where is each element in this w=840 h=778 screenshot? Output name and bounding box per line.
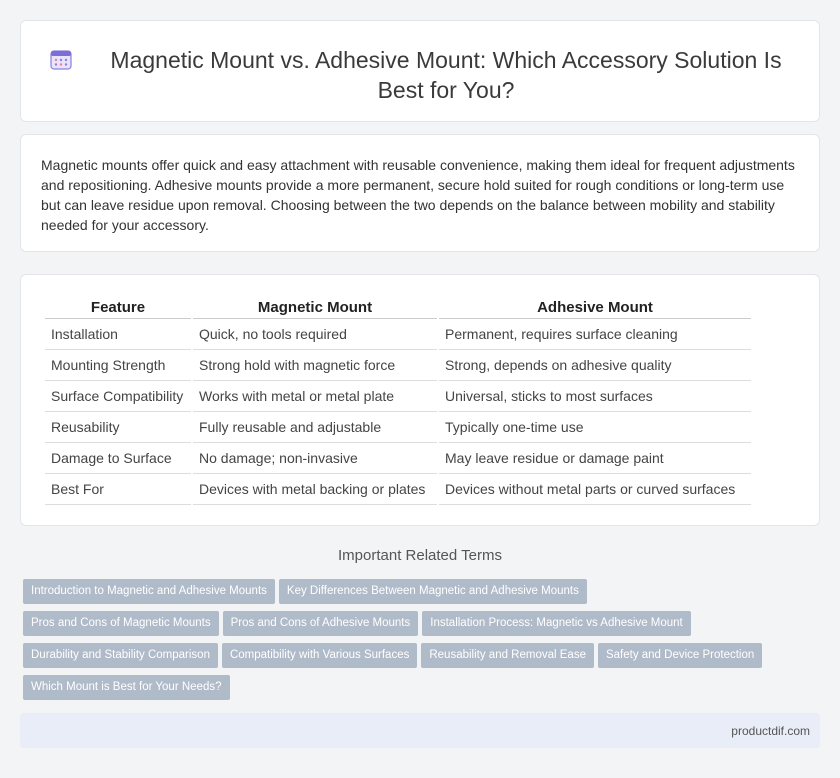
row-feature: Damage to Surface (45, 443, 191, 474)
related-term-tag[interactable]: Pros and Cons of Magnetic Mounts (23, 611, 219, 636)
related-term-tag[interactable]: Introduction to Magnetic and Adhesive Mounts (23, 579, 275, 604)
related-term-tag[interactable]: Which Mount is Best for Your Needs? (23, 675, 230, 700)
row-magnetic: No damage; non-invasive (193, 443, 437, 474)
table-row (45, 381, 751, 412)
row-adhesive: Universal, sticks to most surfaces (439, 381, 751, 412)
related-terms-list (23, 579, 823, 707)
row-adhesive: Devices without metal parts or curved surfaces (439, 474, 751, 505)
related-term-tag[interactable]: Safety and Device Protection (598, 643, 762, 668)
related-terms-heading: Important Related Terms (338, 547, 502, 564)
row-feature: Installation (45, 319, 191, 350)
table-row (45, 412, 751, 443)
row-magnetic: Fully reusable and adjustable (193, 412, 437, 443)
table-header-row (45, 297, 751, 319)
related-term-tag[interactable]: Compatibility with Various Surfaces (222, 643, 417, 668)
header-magnetic: Magnetic Mount (193, 297, 437, 319)
calendar-icon (49, 47, 73, 71)
row-feature: Mounting Strength (45, 350, 191, 381)
row-magnetic: Works with metal or metal plate (193, 381, 437, 412)
header-feature: Feature (45, 297, 191, 319)
table-row (45, 350, 751, 381)
row-adhesive: May leave residue or damage paint (439, 443, 751, 474)
related-term-tag[interactable]: Reusability and Removal Ease (421, 643, 594, 668)
intro-card (20, 134, 820, 252)
table-row (45, 443, 751, 474)
related-term-tag[interactable]: Durability and Stability Comparison (23, 643, 218, 668)
title-card (20, 20, 820, 122)
row-feature: Reusability (45, 412, 191, 443)
related-term-tag[interactable]: Key Differences Between Magnetic and Adhesive Mounts (279, 579, 587, 604)
row-adhesive: Strong, depends on adhesive quality (439, 350, 751, 381)
table-row (45, 474, 751, 505)
header-adhesive: Adhesive Mount (439, 297, 751, 319)
footer-site-link[interactable]: productdif.com (731, 724, 810, 738)
row-adhesive: Permanent, requires surface cleaning (439, 319, 751, 350)
comparison-card (20, 274, 820, 526)
comparison-table (43, 297, 753, 505)
related-term-tag[interactable]: Installation Process: Magnetic vs Adhesive Mount (422, 611, 691, 636)
intro-paragraph: Magnetic mounts offer quick and easy attachment with reusable convenience, making them ideal for frequent adjustments and repositioning. Adhesive mounts provide a more permanent, secure hold suited for rough conditions or long-term use but can leave residue upon removal. Choosing between the two depends on the balance between mobility and stability needed for your accessory. (41, 157, 795, 233)
row-adhesive: Typically one-time use (439, 412, 751, 443)
row-feature: Best For (45, 474, 191, 505)
footer (20, 713, 820, 748)
page-title: Magnetic Mount vs. Adhesive Mount: Which Accessory Solution Is Best for You? (110, 47, 782, 103)
related-term-tag[interactable]: Pros and Cons of Adhesive Mounts (223, 611, 419, 636)
row-magnetic: Strong hold with magnetic force (193, 350, 437, 381)
row-magnetic: Devices with metal backing or plates (193, 474, 437, 505)
row-magnetic: Quick, no tools required (193, 319, 437, 350)
table-row (45, 319, 751, 350)
row-feature: Surface Compatibility (45, 381, 191, 412)
